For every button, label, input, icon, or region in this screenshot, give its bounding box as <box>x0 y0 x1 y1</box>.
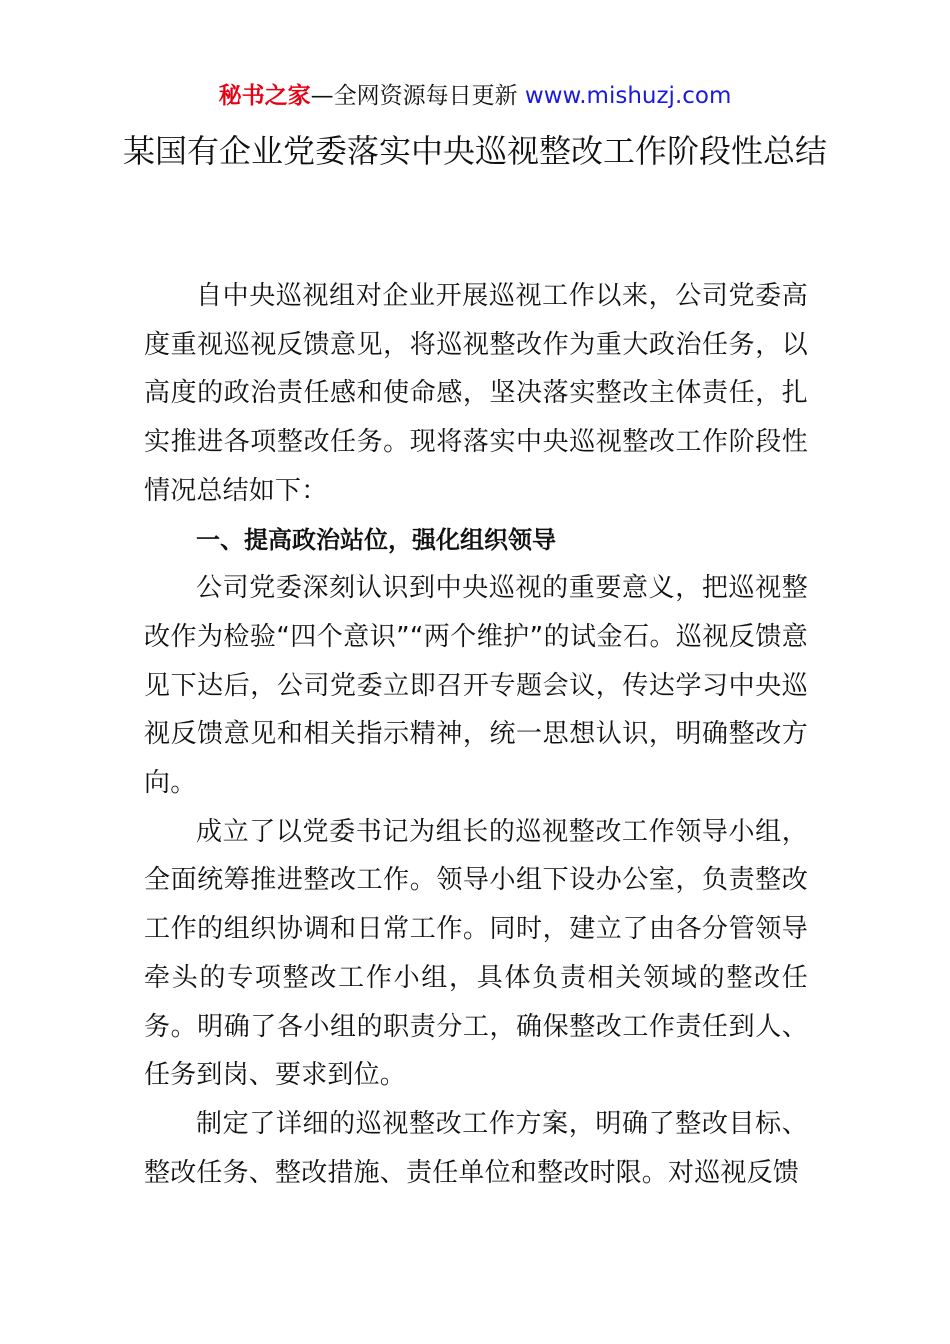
document-title: 某国有企业党委落实中央巡视整改工作阶段性总结 <box>122 132 827 170</box>
document-body <box>144 272 808 1197</box>
section-heading-1: 一、提高政治站位，强化组织领导 <box>196 525 556 554</box>
site-header <box>0 80 950 112</box>
paragraph-1: 公司党委深刻认识到中央巡视的重要意义，把巡视整改作为检验“四个意识”“两个维护”的试金石。巡视反馈意见下达后，公司党委立即召开专题会议，传达学习中央巡视反馈意见和相关指示精神，统一思想认识，明确整改方向。 <box>144 573 808 799</box>
site-tagline: —全网资源每日更新 <box>310 83 525 109</box>
paragraph-3: 制定了详细的巡视整改工作方案，明确了整改目标、整改任务、整改措施、责任单位和整改时限。对巡视反馈 <box>144 1108 808 1188</box>
site-url-link[interactable]: www.mishuzj.com <box>524 83 732 109</box>
paragraph-2: 成立了以党委书记为组长的巡视整改工作领导小组，全面统筹推进整改工作。领导小组下设办公室，负责整改工作的组织协调和日常工作。同时，建立了由各分管领导牵头的专项整改工作小组，具体负责相关领域的整改任务。明确了各小组的职责分工，确保整改工作责任到人、任务到岗、要求到位。 <box>144 816 808 1091</box>
paragraph-intro: 自中央巡视组对企业开展巡视工作以来，公司党委高度重视巡视反馈意见，将巡视整改作为重大政治任务，以高度的政治责任感和使命感，坚决落实整改主体责任，扎实推进各项整改任务。现将落实中央巡视整改工作阶段性情况总结如下： <box>144 281 808 506</box>
site-brand: 秘书之家 <box>218 83 311 109</box>
